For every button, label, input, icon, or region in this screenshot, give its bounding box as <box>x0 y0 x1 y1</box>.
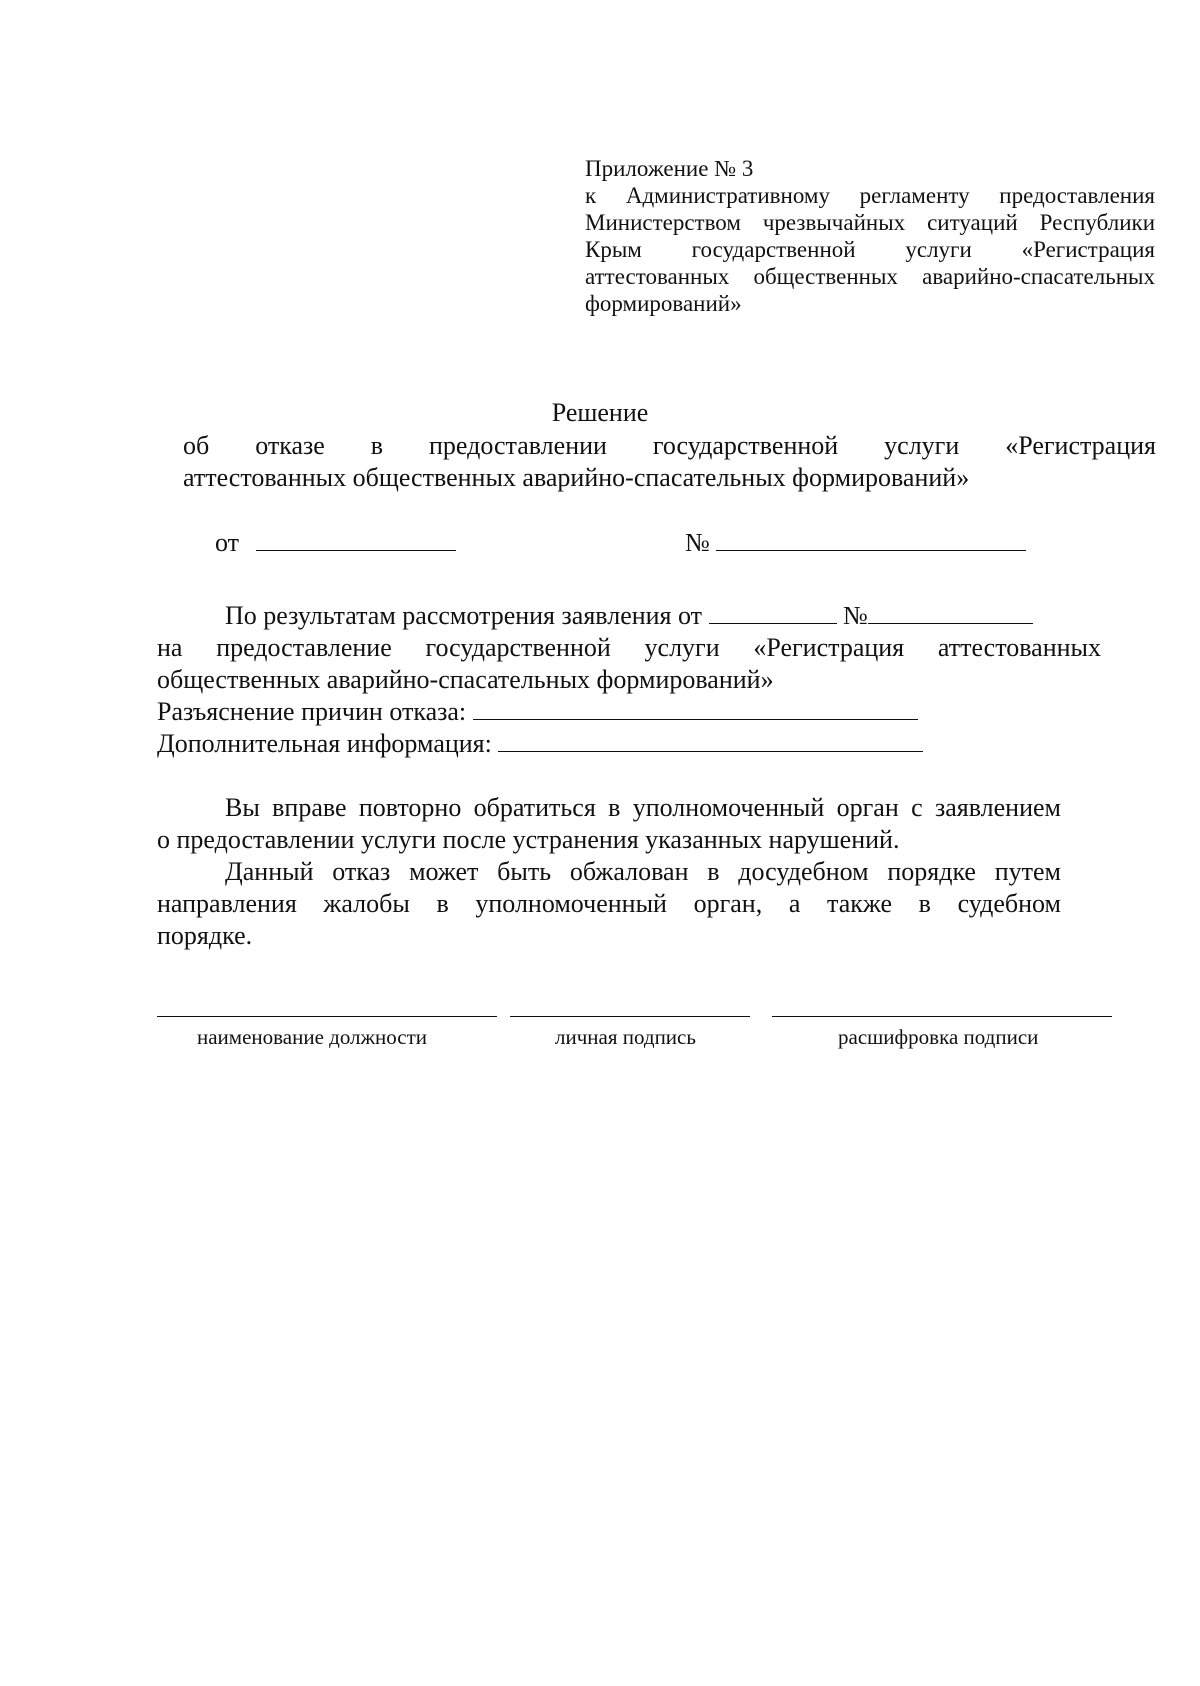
appeal-line: порядке. <box>157 921 253 950</box>
paragraph-reapply <box>157 792 1061 856</box>
subtitle-line: аттестованных общественных аварийно-спасательных формирований» <box>183 463 970 492</box>
reasons-blank <box>473 697 918 720</box>
application-number-blank <box>868 601 1033 624</box>
reasons-line <box>157 696 1101 728</box>
date-blank <box>256 528 456 551</box>
reapply-line: о предоставлении услуги после устранения указанных нарушений. <box>157 825 900 854</box>
additional-blank <box>498 729 923 752</box>
paragraph-application <box>157 600 1101 760</box>
signature-personal-label: личная подпись <box>555 1025 696 1049</box>
number-blank <box>716 528 1026 551</box>
signature-position-label: наименование должности <box>197 1025 428 1049</box>
annex-heading: Приложение № 3 <box>585 156 754 181</box>
annex-header <box>585 155 1155 317</box>
reasons-label: Разъяснение причин отказа: <box>157 697 467 726</box>
annex-line: аттестованных общественных аварийно-спасательных <box>585 264 1155 289</box>
application-line: на предоставление государственной услуги «Регистрация аттестованных <box>157 633 1101 662</box>
date-field <box>215 527 456 559</box>
annex-line: формирований» <box>585 291 742 316</box>
document-subtitle <box>183 430 1156 494</box>
appeal-line: направления жалобы в уполномоченный орган, а также в судебном <box>157 889 1061 918</box>
signature-line-signature <box>510 1016 750 1017</box>
paragraph-appeal <box>157 856 1061 952</box>
annex-line: Министерством чрезвычайных ситуаций Республики <box>585 210 1155 235</box>
date-label: от <box>215 528 240 557</box>
signature-line-decoding <box>772 1016 1112 1017</box>
number-label: № <box>685 528 710 557</box>
subtitle-line: об отказе в предоставлении государственной услуги «Регистрация <box>183 431 1156 460</box>
additional-line <box>157 728 1101 760</box>
annex-line: к Административному регламенту предоставления <box>585 183 1155 208</box>
application-number-label: № <box>843 601 868 630</box>
application-line <box>157 600 1101 632</box>
application-date-blank <box>709 601 837 624</box>
signature-line-position <box>157 1016 497 1017</box>
application-line: общественных аварийно-спасательных формирований» <box>157 665 774 694</box>
reapply-line: Вы вправе повторно обратиться в уполномоченный орган с заявлением <box>225 793 1061 822</box>
annex-line: Крым государственной услуги «Регистрация <box>585 237 1155 262</box>
number-field <box>685 527 1026 559</box>
appeal-line: Данный отказ может быть обжалован в досудебном порядке путем <box>225 857 1061 886</box>
additional-label: Дополнительная информация: <box>157 729 492 758</box>
application-text: По результатам рассмотрения заявления от <box>225 601 703 630</box>
signature-decoding-label: расшифровка подписи <box>838 1025 1039 1049</box>
document-title: Решение <box>551 398 649 427</box>
